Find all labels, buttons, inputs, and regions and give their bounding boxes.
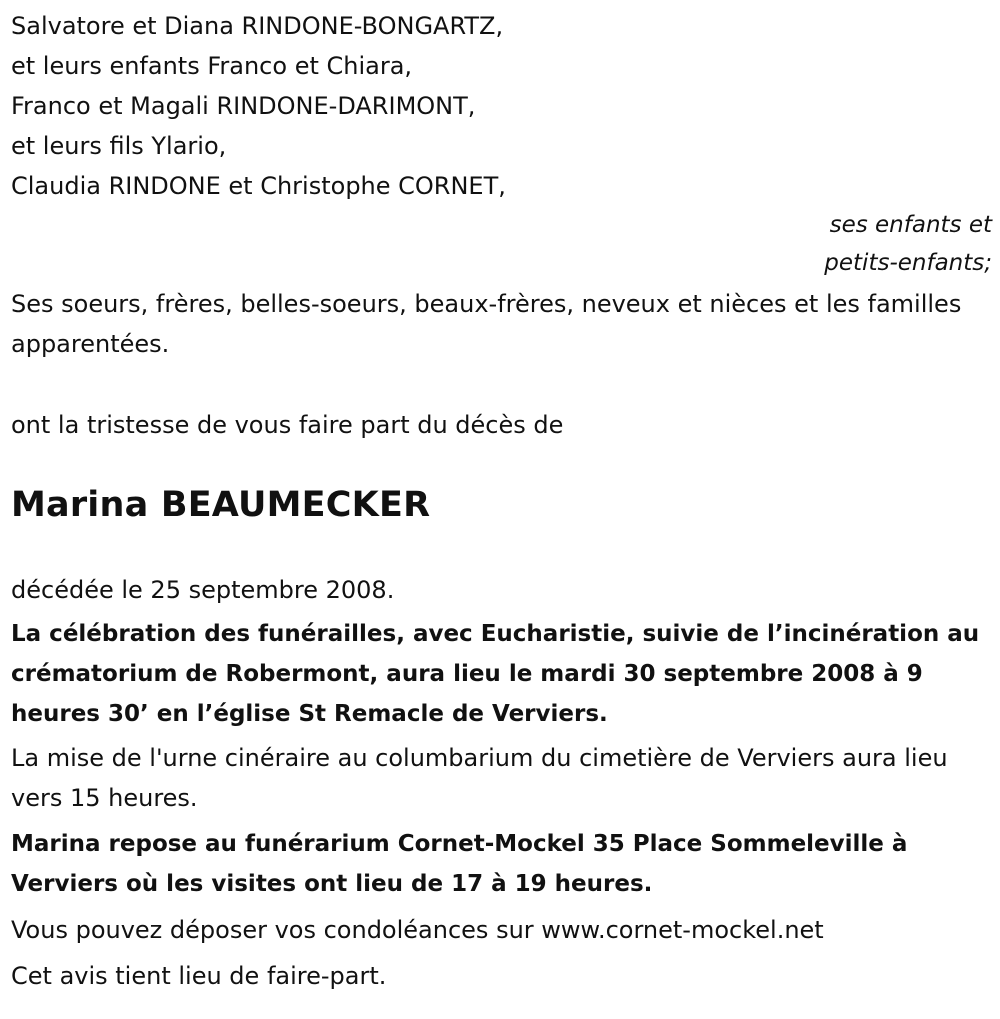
obituary-notice: [11, 6, 991, 996]
relationship-line: petits-enfants;: [824, 250, 992, 276]
ceremony-details: La célébration des funérailles, avec Eucharistie, suivie de l’incinération au crématorium de Robermont, aura lieu le mardi 30 septembre 2008 à 9 heures 30’ en l’église St Remacle de Verviers.: [11, 621, 980, 727]
family-paragraph: Ses soeurs, frères, belles-soeurs, beaux-frères, neveux et nièces et les familles apparentées.: [11, 290, 962, 358]
signer-line: Salvatore et Diana RINDONE-BONGARTZ,: [11, 12, 504, 40]
urn-details: La mise de l'urne cinéraire au columbarium du cimetière de Verviers aura lieu vers 15 heures.: [11, 744, 948, 812]
signer-line: et leurs fils Ylario,: [11, 132, 227, 160]
relationship-note: [11, 206, 992, 282]
signer-line: Claudia RINDONE et Christophe CORNET,: [11, 172, 506, 200]
relationship-line: ses enfants et: [829, 212, 992, 238]
deceased-name: Marina BEAUMECKER: [11, 485, 431, 525]
death-date: décédée le 25 septembre 2008.: [11, 576, 395, 604]
signer-line: Franco et Magali RINDONE-DARIMONT,: [11, 92, 476, 120]
repose-details: Marina repose au funérarium Cornet-Mockel 35 Place Sommeleville à Verviers où les visites ont lieu de 17 à 19 heures.: [11, 831, 908, 897]
notice-text: Cet avis tient lieu de faire-part.: [11, 962, 387, 990]
condolences-text: Vous pouvez déposer vos condoléances sur www.cornet-mockel.net: [11, 916, 824, 944]
signer-list: [11, 6, 991, 206]
signer-line: et leurs enfants Franco et Chiara,: [11, 52, 413, 80]
announcement-text: ont la tristesse de vous faire part du décès de: [11, 411, 564, 439]
